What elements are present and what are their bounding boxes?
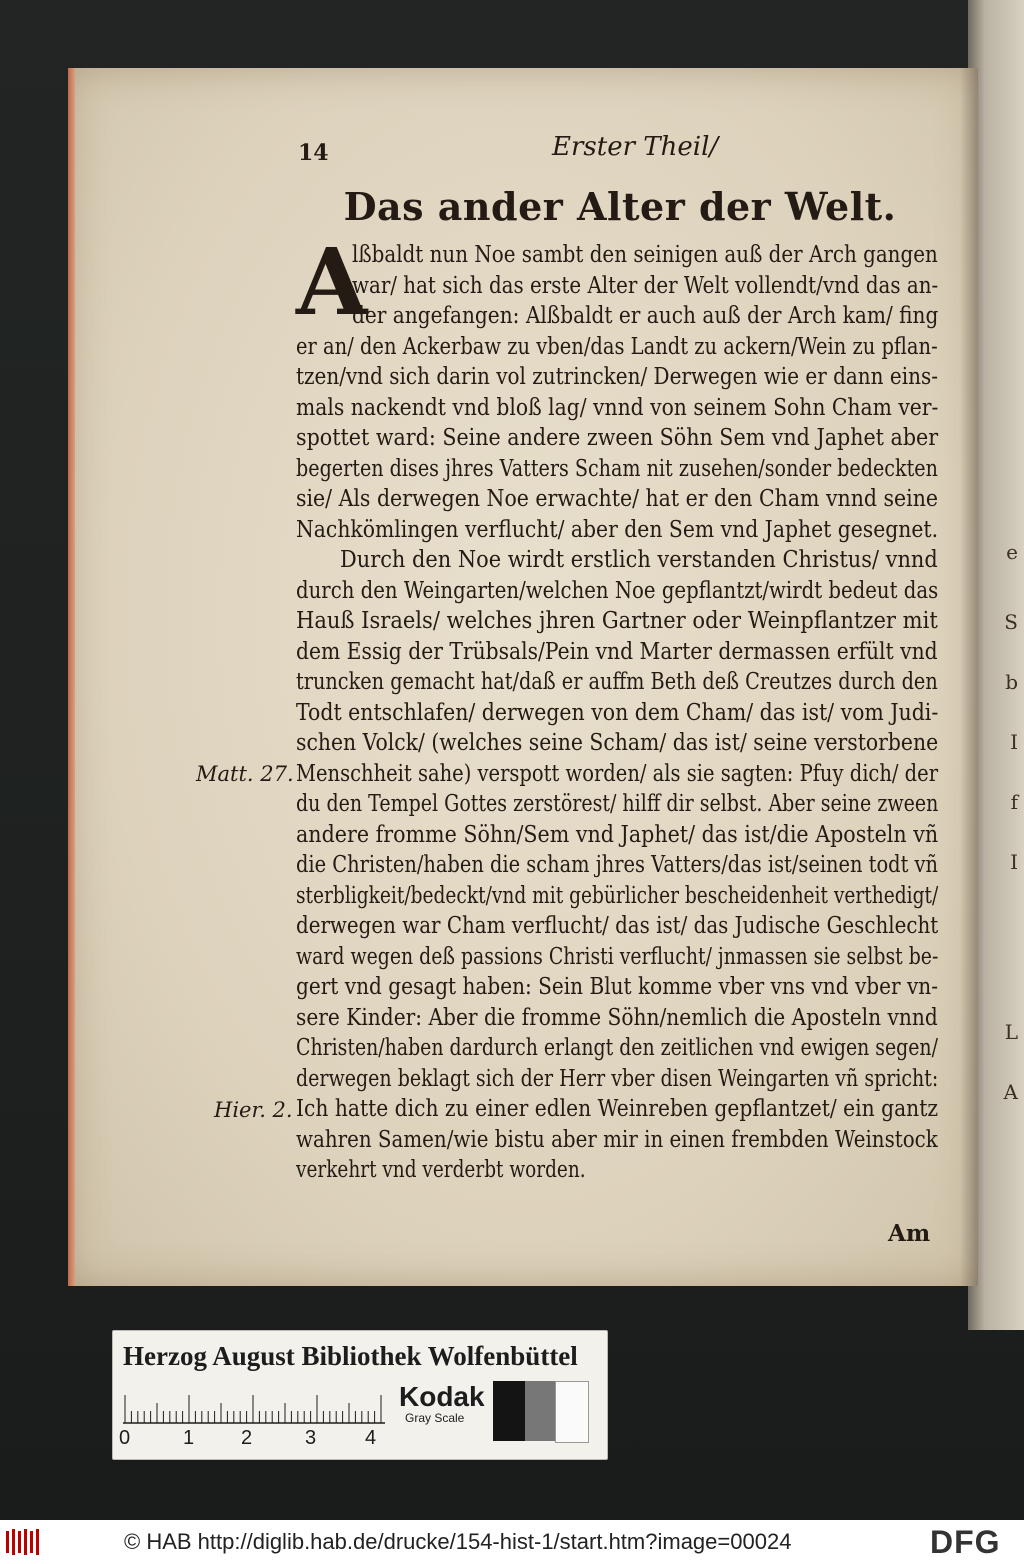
- footer-bar: [0, 1520, 1024, 1564]
- text-line: begerten dises jhres Vatters Scham nit zusehen/sonder bedeckten: [296, 455, 938, 482]
- text-line: er an/ den Ackerbaw zu vben/das Landt zu ackern/Wein zu pflan-: [296, 333, 938, 360]
- gray-patch-mid: [525, 1381, 555, 1441]
- text-line: derwegen war Cham verflucht/ das ist/ das Judische Geschlecht: [296, 913, 939, 939]
- text-line: der angefangen: Alßbaldt er auch auß der Arch kam/ fing: [352, 303, 939, 329]
- ruler-label: 3: [305, 1427, 317, 1449]
- text-line: wahren Samen/wie bistu aber mir in einen frembden Weinstock: [296, 1126, 938, 1153]
- text-line: mals nackendt vnd bloß lag/ vnnd von seinem Sohn Cham ver-: [296, 394, 939, 421]
- gray-scale-caption: Gray Scale: [405, 1411, 465, 1425]
- text-line: derwegen beklagt sich der Herr vber disen Weingarten vñ spricht:: [296, 1065, 939, 1092]
- text-line: Nachkömlingen verflucht/ aber den Sem vnd Japhet gesegnet.: [296, 516, 939, 543]
- running-header: Erster Theil/: [552, 132, 719, 162]
- text-line: gert vnd gesagt haben: Sein Blut komme vber vns vnd vber vn-: [296, 974, 939, 1000]
- text-line: durch den Weingarten/welchen Noe gepflantzt/wirdt bedeut das: [296, 577, 939, 604]
- text-line: truncken gemacht hat/daß er auffm Beth deß Creutzes durch den: [296, 669, 938, 695]
- marginal-note: Matt. 27.: [196, 762, 294, 786]
- ruler-label: 0: [119, 1427, 131, 1449]
- page-number: 14: [298, 140, 329, 166]
- color-target-card: [112, 1330, 608, 1460]
- text-line: Ich hatte dich zu einer edlen Weinreben gepflantzet/ ein gantz: [296, 1096, 939, 1122]
- text-line: verkehrt vnd verderbt worden.: [296, 1157, 586, 1183]
- text-line: Menschheit sahe) verspott worden/ als sie sagten: Pfuy dich/ der: [296, 760, 939, 787]
- text-line: spottet ward: Seine andere zween Söhn Sem vnd Japhet aber: [296, 425, 939, 451]
- text-line: Todt entschlafen/ derwegen von dem Cham/ das ist/ vom Judi-: [296, 699, 939, 726]
- text-line: schen Volck/ (welches seine Scham/ das ist/ seine verstorbene: [296, 730, 939, 756]
- text-line: Christen/haben dardurch erlangt den zeitlichen vnd ewigen segen/: [296, 1035, 938, 1061]
- text-line: lßbaldt nun Noe sambt den seinigen auß der Arch gangen: [352, 242, 938, 268]
- page-red-edge: [68, 68, 75, 1286]
- decorated-initial: A: [296, 228, 368, 336]
- text-line: du den Tempel Gottes zerstörest/ hilff dir selbst. Aber seine zween: [296, 791, 939, 817]
- gray-patch-black: [493, 1381, 525, 1441]
- text-line: sere Kinder: Aber die fromme Söhn/nemlich die Aposteln vnnd: [296, 1004, 938, 1031]
- gray-patch-white: [555, 1381, 589, 1443]
- page-gutter-shadow: [960, 68, 978, 1286]
- text-line: die Christen/haben die scham jhres Vatters/das ist/seinen todt vñ: [296, 852, 938, 878]
- ruler-label: 4: [365, 1427, 377, 1449]
- text-line: Durch den Noe wirdt erstlich verstanden Christus/ vnnd: [340, 547, 938, 573]
- copyright-url: © HAB http://diglib.hab.de/drucke/154-hist-1/start.htm?image=00024: [124, 1529, 792, 1554]
- page-title: Das ander Alter der Welt.: [343, 184, 897, 229]
- text-line: andere fromme Söhn/Sem vnd Japhet/ das ist/die Aposteln vñ: [296, 821, 939, 848]
- catchword: Am: [888, 1220, 931, 1247]
- ruler-label: 1: [183, 1427, 195, 1449]
- scale-ruler: [123, 1387, 385, 1431]
- text-line: tzen/vnd sich darin vol zutrincken/ Derwegen wie er dann eins-: [296, 364, 938, 390]
- marginal-note: Hier. 2.: [214, 1098, 293, 1122]
- library-name: Herzog August Bibliothek Wolfenbüttel: [123, 1341, 578, 1371]
- text-line: war/ hat sich das erste Alter der Welt vollendt/vnd das an-: [352, 272, 939, 299]
- text-line: dem Essig der Trübsals/Pein vnd Marter dermassen erfült vnd: [296, 638, 938, 665]
- text-line: sie/ Als derwegen Noe erwachte/ hat er den Cham vnnd seine: [296, 486, 939, 512]
- hab-logo-icon: [4, 1527, 44, 1557]
- text-line: Hauß Israels/ welches jhren Gartner oder Weinpflantzer mit: [296, 608, 938, 634]
- dfg-logo: DFG: [930, 1524, 1001, 1560]
- kodak-logo: Kodak: [399, 1381, 485, 1412]
- text-line: sterbligkeit/bedeckt/vnd mit gebürlicher bescheidenheit verthedigt/: [296, 882, 939, 909]
- text-line: ward wegen deß passions Christi verflucht/ jnmassen sie selbst be-: [296, 943, 939, 970]
- adjacent-page-edge: e S b I f I L A: [968, 0, 1024, 1330]
- ruler-label: 2: [241, 1427, 253, 1449]
